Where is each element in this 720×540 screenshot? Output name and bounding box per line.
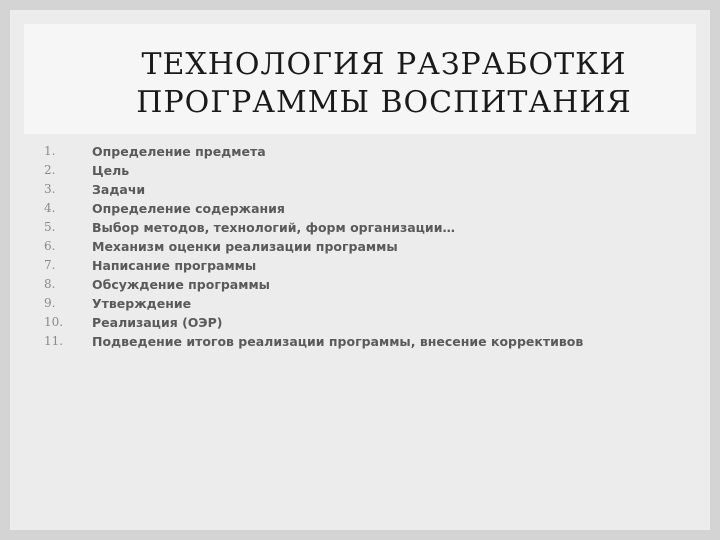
item-number: 11. (44, 334, 64, 348)
item-number: 2. (44, 163, 56, 177)
slide (10, 10, 710, 530)
list-item (44, 275, 684, 294)
item-text: Выбор методов, технологий, форм организации… (92, 220, 455, 235)
item-text: Написание программы (92, 258, 257, 273)
item-text: Определение предмета (92, 144, 266, 159)
list-item (44, 199, 684, 218)
item-text: Реализация (ОЭР) (92, 315, 223, 330)
title-band (24, 24, 696, 134)
item-number: 1. (44, 144, 56, 158)
title-line-2: ПРОГРАММЫ ВОСПИТАНИЯ (136, 85, 632, 120)
item-number: 8. (44, 277, 56, 291)
steps-list (44, 142, 684, 351)
item-text: Обсуждение программы (92, 277, 270, 292)
list-item (44, 332, 684, 351)
title-line-1: ТЕХНОЛОГИЯ РАЗРАБОТКИ (141, 47, 627, 82)
item-number: 7. (44, 258, 56, 272)
item-number: 10. (44, 315, 64, 329)
list-item (44, 161, 684, 180)
list-item (44, 237, 684, 256)
list-item (44, 256, 684, 275)
item-number: 5. (44, 220, 56, 234)
item-text: Утверждение (92, 296, 192, 311)
item-number: 3. (44, 182, 56, 196)
item-text: Механизм оценки реализации программы (92, 239, 398, 254)
list-item (44, 142, 684, 161)
item-number: 9. (44, 296, 56, 310)
item-number: 4. (44, 201, 56, 215)
item-text: Определение содержания (92, 201, 285, 216)
list-item (44, 313, 684, 332)
item-number: 6. (44, 239, 56, 253)
item-text: Подведение итогов реализации программы, внесение коррективов (92, 334, 584, 349)
list-item (44, 294, 684, 313)
list-item (44, 218, 684, 237)
item-text: Задачи (92, 182, 146, 197)
slide-title (84, 46, 684, 122)
item-text: Цель (92, 163, 130, 178)
list-item (44, 180, 684, 199)
